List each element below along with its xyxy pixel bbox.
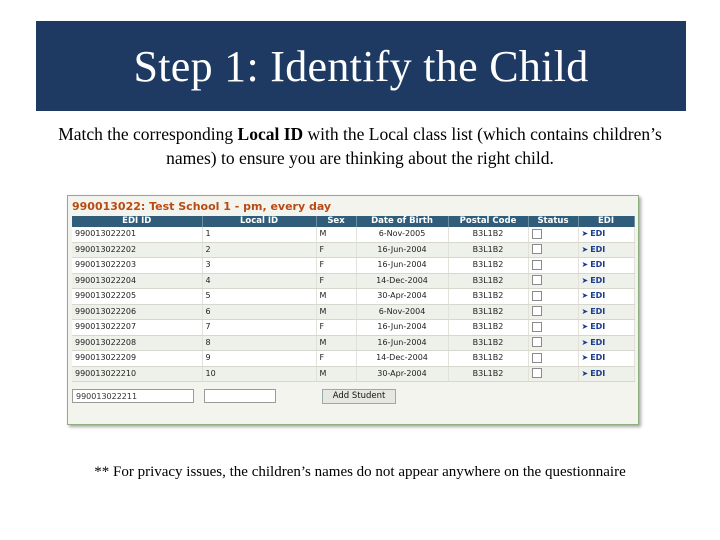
arrow-icon: ➤ [581, 260, 589, 269]
edi-link[interactable]: EDI [590, 353, 606, 362]
edi-link[interactable]: EDI [590, 306, 606, 316]
cell-local-id: 7 [202, 320, 316, 336]
cell-edi [578, 227, 634, 242]
cell-status [528, 273, 578, 289]
cell-dob: 16-Jun-2004 [356, 242, 448, 258]
new-local-id-input[interactable] [204, 389, 276, 403]
cell-dob: 16-Jun-2004 [356, 335, 448, 351]
table-row [72, 273, 634, 289]
cell-local-id: 1 [202, 227, 316, 242]
table-row [72, 227, 634, 242]
cell-edi [578, 351, 634, 367]
cell-postal-code: B3L1B2 [448, 289, 528, 305]
cell-edi-id: 990013022205 [72, 289, 202, 305]
cell-local-id: 6 [202, 304, 316, 320]
cell-edi-id: 990013022204 [72, 273, 202, 289]
cell-sex: M [316, 366, 356, 382]
table-row [72, 320, 634, 336]
column-header-edi[interactable]: EDI [578, 216, 634, 227]
cell-postal-code: B3L1B2 [448, 304, 528, 320]
cell-sex: F [316, 273, 356, 289]
cell-edi-id: 990013022207 [72, 320, 202, 336]
cell-edi [578, 258, 634, 274]
cell-edi-id: 990013022209 [72, 351, 202, 367]
intro-local-id: Local ID [237, 124, 304, 144]
cell-edi-id: 990013022210 [72, 366, 202, 382]
edi-link[interactable]: EDI [590, 229, 606, 238]
cell-postal-code: B3L1B2 [448, 227, 528, 242]
table-row [72, 258, 634, 274]
privacy-footnote: ** For privacy issues, the children’s names do not appear anywhere on the questionnaire [94, 464, 626, 480]
cell-status [528, 289, 578, 305]
cell-postal-code: B3L1B2 [448, 351, 528, 367]
arrow-icon: ➤ [581, 368, 589, 378]
new-edi-id-input[interactable]: 990013022211 [72, 389, 194, 403]
checkbox-icon[interactable] [532, 260, 542, 270]
class-list-title: 990013022: Test School 1 - pm, every day [72, 200, 332, 213]
cell-local-id: 5 [202, 289, 316, 305]
checkbox-icon[interactable] [532, 291, 542, 301]
slide-title-bar [36, 21, 686, 111]
checkbox-icon[interactable] [532, 306, 542, 316]
checkbox-icon[interactable] [532, 229, 542, 239]
cell-status [528, 366, 578, 382]
cell-edi-id: 990013022201 [72, 227, 202, 242]
cell-dob: 14-Dec-2004 [356, 351, 448, 367]
cell-dob: 6-Nov-2004 [356, 304, 448, 320]
table-row [72, 242, 634, 258]
class-list-table [72, 216, 635, 382]
class-list-screenshot [67, 195, 639, 425]
edi-link[interactable]: EDI [590, 322, 606, 331]
cell-edi [578, 273, 634, 289]
cell-edi [578, 242, 634, 258]
column-header-edi-id[interactable]: EDI ID [72, 216, 202, 227]
cell-local-id: 2 [202, 242, 316, 258]
intro-part-1: Match the corresponding [58, 124, 238, 144]
column-header-local-id[interactable]: Local ID [202, 216, 316, 227]
checkbox-icon[interactable] [532, 353, 542, 363]
add-student-row [72, 386, 634, 408]
checkbox-icon[interactable] [532, 244, 542, 254]
cell-status [528, 242, 578, 258]
cell-edi [578, 304, 634, 320]
cell-sex: M [316, 289, 356, 305]
column-header-status[interactable]: Status [528, 216, 578, 227]
cell-local-id: 3 [202, 258, 316, 274]
arrow-icon: ➤ [581, 337, 589, 347]
cell-sex: M [316, 227, 356, 242]
edi-link[interactable]: EDI [590, 337, 606, 347]
arrow-icon: ➤ [581, 291, 589, 300]
table-row [72, 304, 634, 320]
table-row [72, 289, 634, 305]
arrow-icon: ➤ [581, 322, 589, 331]
table-header-row [72, 216, 634, 227]
cell-dob: 16-Jun-2004 [356, 258, 448, 274]
cell-status [528, 320, 578, 336]
edi-link[interactable]: EDI [590, 368, 606, 378]
cell-sex: M [316, 304, 356, 320]
cell-dob: 30-Apr-2004 [356, 289, 448, 305]
cell-dob: 16-Jun-2004 [356, 320, 448, 336]
cell-edi-id: 990013022203 [72, 258, 202, 274]
cell-postal-code: B3L1B2 [448, 242, 528, 258]
cell-local-id: 10 [202, 366, 316, 382]
column-header-postal-code[interactable]: Postal Code [448, 216, 528, 227]
slide-title: Step 1: Identify the Child [133, 41, 589, 91]
checkbox-icon[interactable] [532, 322, 542, 332]
edi-link[interactable]: EDI [590, 244, 606, 254]
cell-dob: 30-Apr-2004 [356, 366, 448, 382]
cell-edi [578, 320, 634, 336]
cell-local-id: 4 [202, 273, 316, 289]
add-student-button[interactable]: Add Student [322, 389, 396, 404]
cell-sex: F [316, 258, 356, 274]
checkbox-icon[interactable] [532, 275, 542, 285]
cell-edi [578, 335, 634, 351]
cell-dob: 6-Nov-2005 [356, 227, 448, 242]
cell-edi-id: 990013022206 [72, 304, 202, 320]
arrow-icon: ➤ [581, 229, 589, 238]
checkbox-icon[interactable] [532, 337, 542, 347]
cell-edi [578, 366, 634, 382]
column-header-dob[interactable]: Date of Birth [356, 216, 448, 227]
cell-postal-code: B3L1B2 [448, 366, 528, 382]
cell-sex: M [316, 335, 356, 351]
edi-link[interactable]: EDI [590, 260, 606, 269]
arrow-icon: ➤ [581, 275, 589, 285]
table-row [72, 335, 634, 351]
cell-sex: F [316, 242, 356, 258]
cell-status [528, 304, 578, 320]
cell-status [528, 351, 578, 367]
edi-link[interactable]: EDI [590, 275, 606, 285]
edi-link[interactable]: EDI [590, 291, 606, 300]
column-header-sex[interactable]: Sex [316, 216, 356, 227]
table-row [72, 351, 634, 367]
table-row [72, 366, 634, 382]
cell-dob: 14-Dec-2004 [356, 273, 448, 289]
cell-postal-code: B3L1B2 [448, 335, 528, 351]
cell-sex: F [316, 320, 356, 336]
cell-sex: F [316, 351, 356, 367]
arrow-icon: ➤ [581, 244, 589, 254]
intro-text [40, 122, 680, 170]
cell-postal-code: B3L1B2 [448, 320, 528, 336]
cell-status [528, 335, 578, 351]
cell-postal-code: B3L1B2 [448, 258, 528, 274]
arrow-icon: ➤ [581, 353, 589, 362]
cell-local-id: 8 [202, 335, 316, 351]
checkbox-icon[interactable] [532, 368, 542, 378]
cell-status [528, 227, 578, 242]
cell-edi-id: 990013022208 [72, 335, 202, 351]
cell-local-id: 9 [202, 351, 316, 367]
intro-part-2: with the Local class list (which contains children’s names) to ensure you are thinking about the right child. [166, 124, 662, 168]
arrow-icon: ➤ [581, 306, 589, 316]
cell-edi-id: 990013022202 [72, 242, 202, 258]
cell-status [528, 258, 578, 274]
cell-postal-code: B3L1B2 [448, 273, 528, 289]
cell-edi [578, 289, 634, 305]
